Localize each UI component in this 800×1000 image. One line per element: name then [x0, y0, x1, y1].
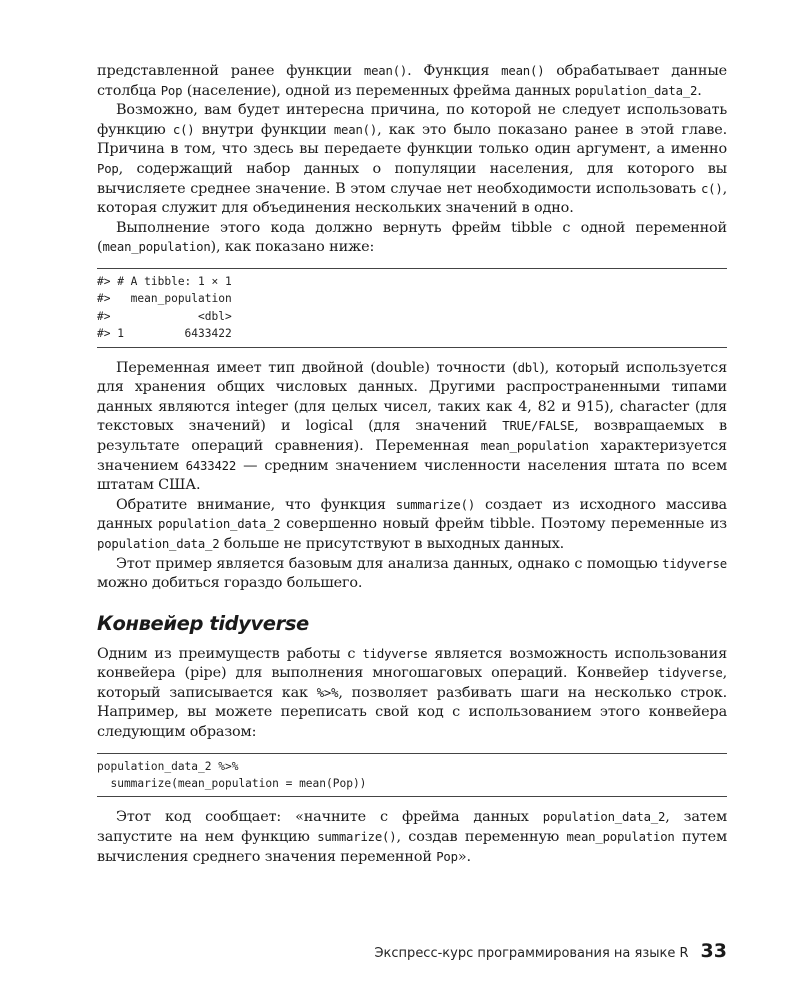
text: , создав переменную	[396, 829, 567, 846]
text: Обратите внимание, что функция	[116, 496, 396, 513]
code-line: population_data_2 %>%	[97, 759, 239, 773]
inline-code: %>%	[316, 685, 339, 700]
code-line: summarize(mean_population = mean(Pop))	[97, 777, 367, 791]
inline-code: c()	[172, 122, 195, 137]
inline-code: population_data_2	[542, 810, 666, 825]
inline-code: Pop	[436, 849, 458, 864]
text: ».	[457, 848, 471, 865]
inline-code: dbl	[517, 360, 540, 375]
text: . Функция	[407, 63, 502, 79]
inline-code: 6433422	[185, 458, 237, 473]
inline-code: tidyverse	[657, 666, 723, 681]
inline-code: summarize()	[395, 497, 476, 512]
inline-code: mean()	[333, 122, 378, 137]
text: совершенно новый фрейм tibble. Поэтому переменные из	[280, 516, 728, 533]
text: Переменная имеет тип двойной (double) точности (	[116, 359, 518, 376]
inline-code: Pop	[97, 161, 119, 176]
paragraph-4	[97, 359, 727, 496]
inline-code: tidyverse	[362, 646, 428, 661]
code-line: #> <dbl>	[97, 309, 232, 323]
text: больше не присутствуют в выходных данных.	[219, 535, 565, 552]
inline-code: Pop	[160, 83, 183, 98]
inline-code: TRUE/FALSE	[502, 419, 575, 434]
paragraph-2	[97, 101, 727, 219]
text: путем вычисления среднего значения переменной	[97, 829, 727, 865]
code-line: #> # A tibble: 1 × 1	[97, 274, 232, 288]
text: , возвращаемых в результате операций сравнения). Переменная	[97, 418, 728, 454]
text: ), как показано ниже:	[210, 239, 375, 256]
paragraph-3	[97, 219, 727, 258]
inline-code: summarize()	[317, 830, 397, 845]
running-title: Экспресс-курс программирования на языке R	[374, 946, 689, 961]
paragraph-1	[97, 62, 727, 101]
text: (население), одной из переменных фрейма данных	[182, 82, 575, 99]
page-body	[97, 62, 727, 867]
text: представленной ранее функции	[97, 63, 364, 79]
inline-code: tidyverse	[662, 556, 727, 571]
code-line: #> mean_population	[97, 292, 232, 306]
text: Выполнение этого кода должно вернуть фрейм tibble с одной переменной (	[97, 219, 727, 256]
inline-code: mean()	[363, 64, 408, 78]
inline-code: population_data_2	[97, 536, 220, 551]
text: обрабатывает данные столбца	[97, 63, 727, 99]
text: Возможно, вам будет интересна причина, по которой не следует использовать функцию	[97, 102, 727, 138]
text: .	[697, 82, 702, 99]
inline-code: mean()	[501, 64, 545, 78]
section-heading: Конвейер tidyverse	[97, 611, 309, 635]
text: внутри функции	[194, 121, 334, 138]
inline-code: population_data_2	[157, 517, 281, 532]
text: , который записывается как	[97, 665, 727, 701]
paragraph-7	[97, 645, 727, 743]
code-block-pipe	[97, 753, 727, 798]
text: можно добиться гораздо большего.	[97, 575, 363, 592]
paragraph-8	[97, 808, 727, 867]
paragraph-6	[97, 555, 727, 594]
inline-code: mean_population	[566, 830, 675, 845]
text: является возможность использования конвейера (pipe) для выполнения многошаговых операций. Конвейер	[97, 645, 727, 682]
paragraph-5	[97, 496, 727, 555]
text: Одним из преимуществ работы с	[97, 645, 363, 662]
text: создает из исходного массива данных	[97, 496, 727, 533]
text: , затем запустите на нем функцию	[97, 809, 727, 846]
inline-code: population_data_2	[574, 83, 698, 98]
code-line: #> 1 6433422	[97, 327, 232, 341]
text: , содержащий набор данных о популяции населения, для которого вы вычисляете среднее значение. В этом случае нет необходимости использовать	[97, 160, 727, 197]
inline-code: c()	[700, 181, 723, 196]
text: , которая служит для объединения нескольких значений в одно.	[97, 180, 727, 217]
inline-code: mean_population	[480, 438, 589, 453]
text: ), который используется для хранения общих числовых данных. Другими распространенными типами данных являются integer (для целых чисел, таких как 4, 82 и 915), character (для текстовых значений) и logical (для значений	[97, 359, 727, 435]
inline-code: mean_population	[102, 240, 211, 255]
text: — средним значением численности населения штата по всем штатам США.	[97, 457, 727, 494]
page-footer	[97, 940, 727, 962]
text: характеризуется значением	[97, 437, 727, 474]
text: , как это было показано ранее в этой главе. Причина в том, что здесь вы передаете функции только один аргумент, а именно	[97, 121, 727, 158]
text: Этот пример является базовым для анализа данных, однако с помощью	[116, 555, 663, 572]
page-number: 33	[700, 940, 727, 962]
code-block-output	[97, 268, 727, 348]
text: Этот код сообщает: «начните с фрейма данных	[116, 809, 543, 826]
text: , позволяет разбивать шаги на несколько строк. Например, вы можете переписать свой код с использованием этого конвейера следующим образом:	[97, 684, 727, 741]
